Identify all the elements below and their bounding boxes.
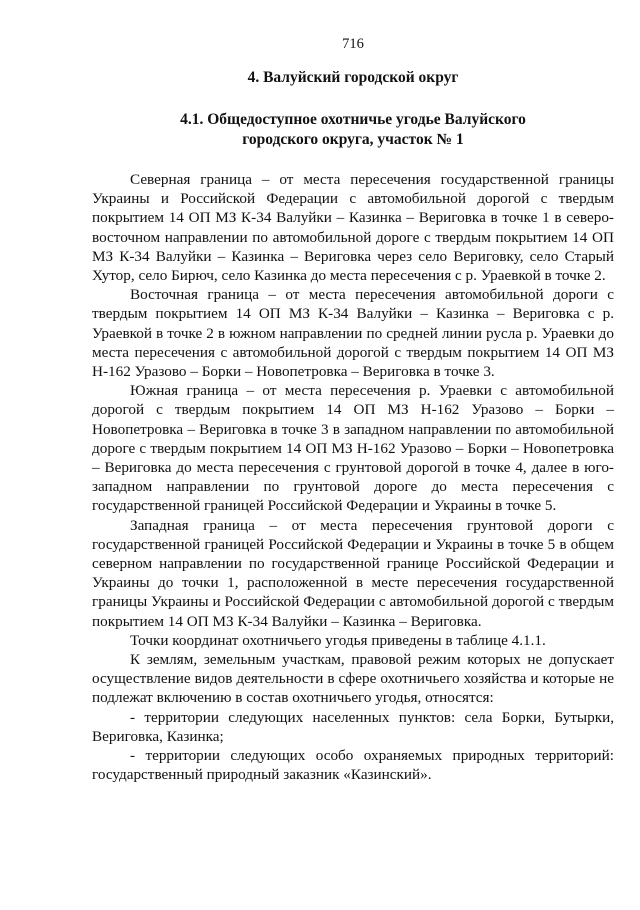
paragraph-excluded-lands: К землям, земельным участкам, правовой режим которых не допускает осуществление видов деятельности в сфере охотничьего хозяйства и которые не подлежат включению в состав охотничьего угодья, относятся: <box>92 651 614 707</box>
subsection-title-line-1: 4.1. Общедоступное охотничье угодье Валуйского <box>180 111 526 128</box>
subsection-title <box>92 110 614 150</box>
paragraph-coordinates-note: Точки координат охотничьего угодья приведены в таблице 4.1.1. <box>130 631 546 649</box>
body-text <box>92 170 614 785</box>
paragraph-north-border: Северная граница – от места пересечения государственной границы Украины и Российской Федерации с автомобильной дорогой с твердым покрытием 14 ОП МЗ К-34 Валуйки – Казинка – Вериговка в точке 1 в северо-восточном направлении по автомобильной дороге с твердым покрытием 14 ОП МЗ К-34 Валуйки – Казинка – Вериговка через село Вериговку, село Старый Хутор, село Бирюч, село Казинка до места пересечения с р. Ураевкой в точке 2. <box>92 171 614 285</box>
paragraph-west-border: Западная граница – от места пересечения грунтовой дороги с государственной границей Российской Федерации и Украины в точке 5 в общем северном направлении по государственной границе Российской Федерации и Украины до точки 1, расположенной в месте пересечения государственной границы Украины и Российской Федерации с автомобильной дорогой с твердым покрытием 14 ОП МЗ К-34 Валуйки – Казинка – Вериговка. <box>92 516 614 630</box>
list-item-protected-areas: - территории следующих особо охраняемых природных территорий: государственный природный заказник «Казинский». <box>92 747 614 784</box>
paragraph-east-border: Восточная граница – от места пересечения автомобильной дороги с твердым покрытием 14 ОП МЗ К-34 Валуйки – Казинка – Вериговка с р. Ураевкой в точке 2 в южном направлении по средней линии русла р. Ураевки до места пересечения с автомобильной дорогой с твердым покрытием 14 ОП МЗ Н-162 Уразово – Борки – Новопетровка – Вериговка в точке 3. <box>92 286 614 381</box>
document-page <box>92 34 614 785</box>
subsection-title-line-2: городского округа, участок № 1 <box>242 131 464 148</box>
section-title: 4. Валуйский городской округ <box>247 69 459 86</box>
list-item-settlements: - территории следующих населенных пунктов: села Борки, Бутырки, Вериговка, Казинка; <box>92 708 614 745</box>
paragraph-south-border: Южная граница – от места пересечения р. Ураевки с автомобильной дорогой с твердым покрытием 14 ОП МЗ Н-162 Уразово – Борки – Новопетровка – Вериговка в точке 3 в западном направлении по автомобильной дороге с твердым покрытием 14 ОП МЗ Н-162 Уразово – Борки – Новопетровка – Вериговка до места пересечения с грунтовой дорогой в точке 4, далее в юго-западном направлении по грунтовой дороге до места пересечения с государственной границей Российской Федерации и Украины в точке 5. <box>92 382 614 515</box>
page-number: 716 <box>342 36 364 52</box>
